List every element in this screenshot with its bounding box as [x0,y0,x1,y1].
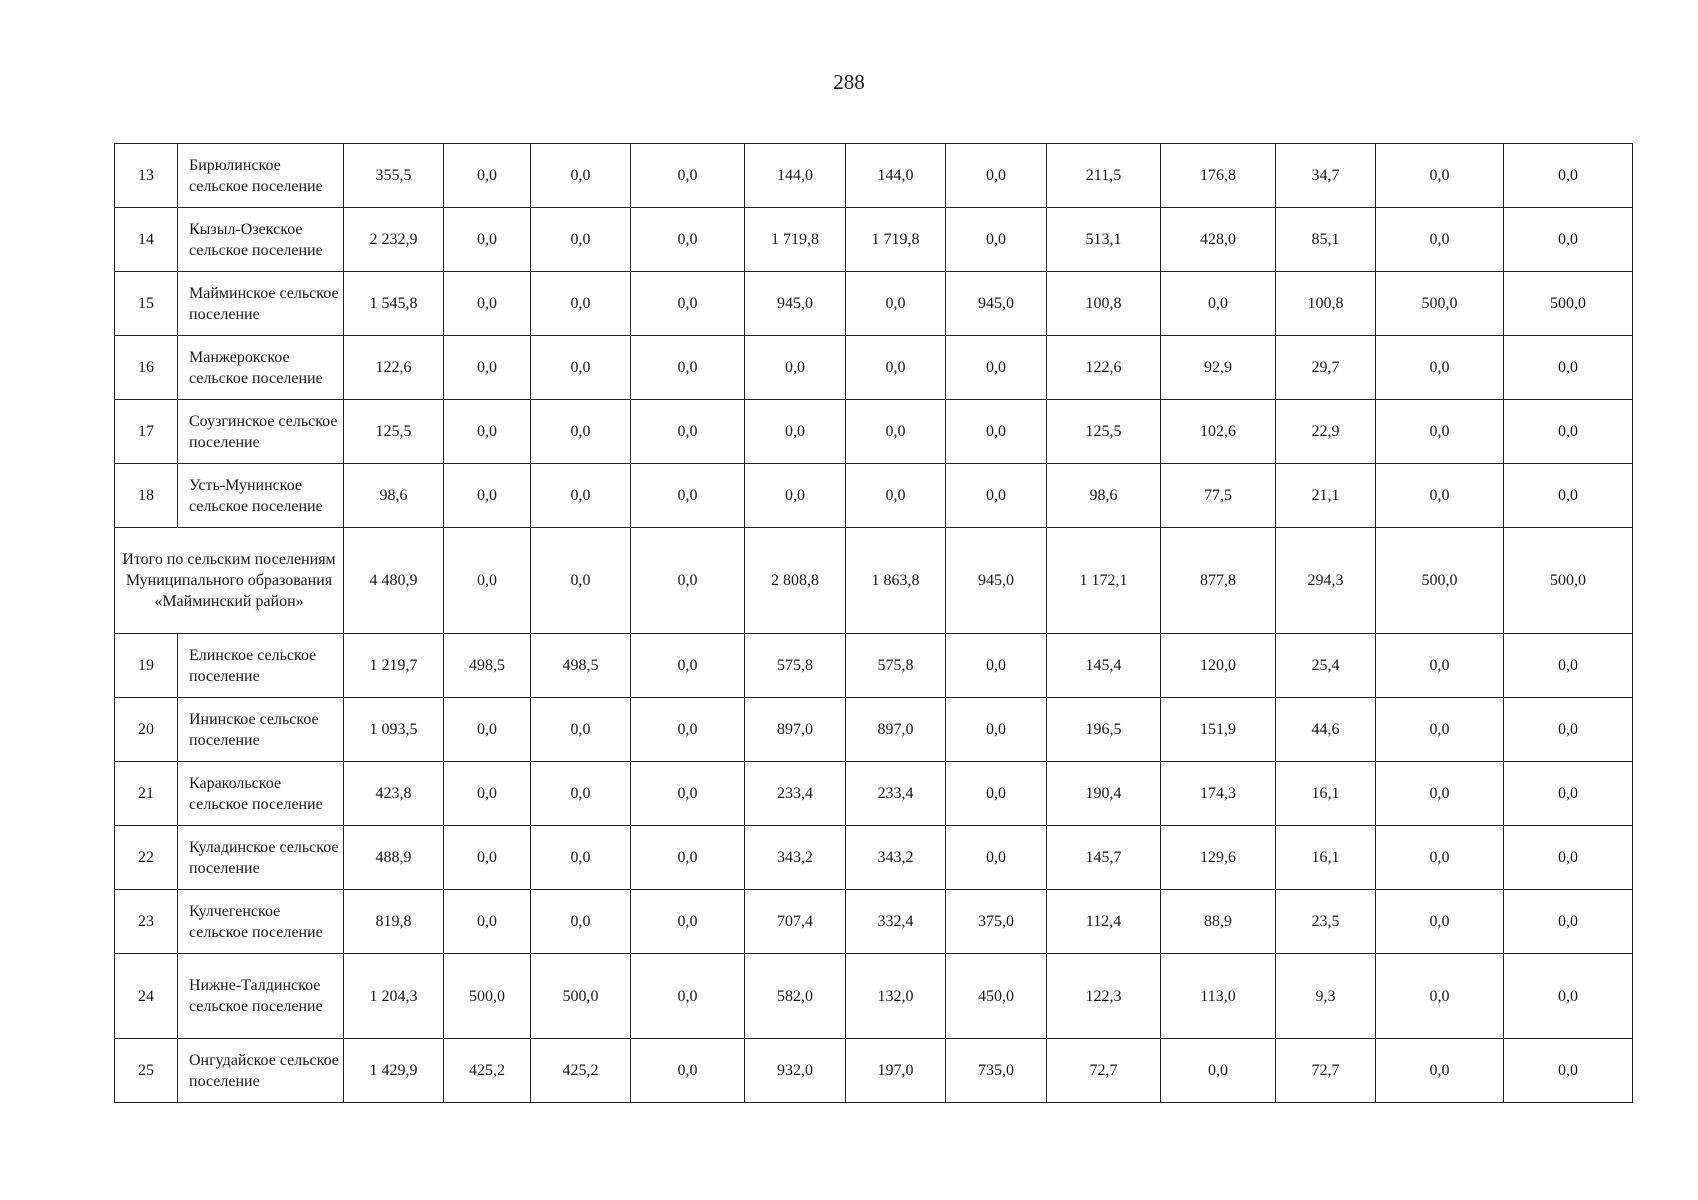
value-cell: 0,0 [745,464,846,528]
value-cell: 0,0 [444,464,531,528]
value-cell: 16,1 [1276,762,1376,826]
settlement-name-cell: Соузгинское сельское поселение [178,400,344,464]
value-cell: 375,0 [946,890,1047,954]
row-number-cell: 22 [115,826,178,890]
row-number-cell: 18 [115,464,178,528]
value-cell: 0,0 [531,272,631,336]
value-cell: 1 219,7 [344,634,444,698]
value-cell: 0,0 [444,208,531,272]
value-cell: 2 232,9 [344,208,444,272]
value-cell: 0,0 [631,1039,745,1103]
value-cell: 897,0 [745,698,846,762]
value-cell: 100,8 [1047,272,1161,336]
value-cell: 1 429,9 [344,1039,444,1103]
value-cell: 500,0 [1376,528,1504,634]
value-cell: 500,0 [1504,528,1633,634]
value-cell: 2 808,8 [745,528,846,634]
value-cell: 0,0 [631,954,745,1039]
value-cell: 88,9 [1161,890,1276,954]
value-cell: 1 863,8 [846,528,946,634]
table-row [115,272,1633,336]
value-cell: 72,7 [1276,1039,1376,1103]
table-row [115,826,1633,890]
value-cell: 77,5 [1161,464,1276,528]
value-cell: 0,0 [1504,634,1633,698]
value-cell: 0,0 [745,336,846,400]
value-cell: 877,8 [1161,528,1276,634]
settlement-name-cell: Елинское сельское поселение [178,634,344,698]
value-cell: 332,4 [846,890,946,954]
value-cell: 129,6 [1161,826,1276,890]
table-row [115,890,1633,954]
value-cell: 120,0 [1161,634,1276,698]
value-cell: 428,0 [1161,208,1276,272]
value-cell: 500,0 [1376,272,1504,336]
value-cell: 0,0 [946,336,1047,400]
row-number-cell: 15 [115,272,178,336]
settlement-name-cell: Кызыл-Озекское сельское поселение [178,208,344,272]
value-cell: 0,0 [1376,144,1504,208]
value-cell: 0,0 [444,272,531,336]
value-cell: 174,3 [1161,762,1276,826]
value-cell: 0,0 [631,890,745,954]
value-cell: 0,0 [444,144,531,208]
value-cell: 122,6 [344,336,444,400]
value-cell: 0,0 [631,400,745,464]
row-number-cell: 20 [115,698,178,762]
value-cell: 1 719,8 [745,208,846,272]
settlement-name-cell: Нижне-Талдинское сельское поселение [178,954,344,1039]
settlement-name-cell: Каракольское сельское поселение [178,762,344,826]
row-number-cell: 17 [115,400,178,464]
value-cell: 500,0 [531,954,631,1039]
budget-table [114,143,1633,1103]
row-number-cell: 23 [115,890,178,954]
settlement-name-cell: Усть-Мунинское сельское поселение [178,464,344,528]
value-cell: 0,0 [1376,208,1504,272]
value-cell: 0,0 [846,336,946,400]
value-cell: 0,0 [444,762,531,826]
value-cell: 0,0 [1376,400,1504,464]
value-cell: 196,5 [1047,698,1161,762]
value-cell: 945,0 [745,272,846,336]
total-label-cell: Итого по сельским поселениям Муниципального образования «Майминский район» [115,528,344,634]
value-cell: 190,4 [1047,762,1161,826]
value-cell: 575,8 [745,634,846,698]
value-cell: 22,9 [1276,400,1376,464]
value-cell: 176,8 [1161,144,1276,208]
value-cell: 0,0 [631,634,745,698]
value-cell: 145,4 [1047,634,1161,698]
table-row [115,762,1633,826]
value-cell: 1 172,1 [1047,528,1161,634]
value-cell: 0,0 [531,890,631,954]
table-row [115,464,1633,528]
value-cell: 151,9 [1161,698,1276,762]
value-cell: 0,0 [531,400,631,464]
value-cell: 4 480,9 [344,528,444,634]
value-cell: 0,0 [631,336,745,400]
value-cell: 0,0 [846,400,946,464]
value-cell: 0,0 [631,698,745,762]
value-cell: 0,0 [1376,954,1504,1039]
value-cell: 945,0 [946,272,1047,336]
value-cell: 0,0 [1504,208,1633,272]
value-cell: 0,0 [531,528,631,634]
value-cell: 122,3 [1047,954,1161,1039]
value-cell: 498,5 [531,634,631,698]
value-cell: 0,0 [631,528,745,634]
value-cell: 102,6 [1161,400,1276,464]
value-cell: 0,0 [531,762,631,826]
value-cell: 92,9 [1161,336,1276,400]
value-cell: 0,0 [946,826,1047,890]
value-cell: 0,0 [631,208,745,272]
value-cell: 0,0 [1376,634,1504,698]
value-cell: 72,7 [1047,1039,1161,1103]
value-cell: 211,5 [1047,144,1161,208]
value-cell: 0,0 [444,698,531,762]
row-number-cell: 16 [115,336,178,400]
settlement-name-cell: Куладинское сельское поселение [178,826,344,890]
value-cell: 425,2 [531,1039,631,1103]
value-cell: 500,0 [1504,272,1633,336]
value-cell: 0,0 [531,144,631,208]
value-cell: 1 719,8 [846,208,946,272]
value-cell: 0,0 [946,400,1047,464]
row-number-cell: 19 [115,634,178,698]
value-cell: 25,4 [1276,634,1376,698]
value-cell: 0,0 [1504,826,1633,890]
value-cell: 0,0 [1504,890,1633,954]
value-cell: 144,0 [846,144,946,208]
value-cell: 498,5 [444,634,531,698]
table-row [115,208,1633,272]
value-cell: 0,0 [444,528,531,634]
value-cell: 707,4 [745,890,846,954]
total-row [115,528,1633,634]
value-cell: 16,1 [1276,826,1376,890]
value-cell: 0,0 [531,208,631,272]
value-cell: 897,0 [846,698,946,762]
row-number-cell: 24 [115,954,178,1039]
value-cell: 21,1 [1276,464,1376,528]
table-row [115,144,1633,208]
value-cell: 0,0 [846,272,946,336]
settlement-name-cell: Онгудайское сельское поселение [178,1039,344,1103]
value-cell: 98,6 [1047,464,1161,528]
value-cell: 233,4 [846,762,946,826]
value-cell: 0,0 [444,336,531,400]
value-cell: 0,0 [1504,336,1633,400]
value-cell: 0,0 [1504,698,1633,762]
row-number-cell: 25 [115,1039,178,1103]
value-cell: 112,4 [1047,890,1161,954]
value-cell: 425,2 [444,1039,531,1103]
table-row [115,336,1633,400]
value-cell: 125,5 [344,400,444,464]
value-cell: 932,0 [745,1039,846,1103]
value-cell: 500,0 [444,954,531,1039]
value-cell: 0,0 [1376,698,1504,762]
value-cell: 423,8 [344,762,444,826]
value-cell: 0,0 [1376,1039,1504,1103]
value-cell: 0,0 [1161,1039,1276,1103]
value-cell: 0,0 [1504,762,1633,826]
value-cell: 0,0 [444,826,531,890]
settlement-name-cell: Ининское сельское поселение [178,698,344,762]
value-cell: 0,0 [631,762,745,826]
value-cell: 0,0 [846,464,946,528]
settlement-name-cell: Манжерокское сельское поселение [178,336,344,400]
table-row [115,1039,1633,1103]
value-cell: 0,0 [1376,762,1504,826]
value-cell: 0,0 [1504,144,1633,208]
value-cell: 44,6 [1276,698,1376,762]
value-cell: 100,8 [1276,272,1376,336]
value-cell: 1 545,8 [344,272,444,336]
value-cell: 0,0 [1376,464,1504,528]
value-cell: 450,0 [946,954,1047,1039]
value-cell: 0,0 [531,826,631,890]
value-cell: 0,0 [531,698,631,762]
value-cell: 144,0 [745,144,846,208]
value-cell: 9,3 [1276,954,1376,1039]
value-cell: 0,0 [631,826,745,890]
value-cell: 233,4 [745,762,846,826]
settlement-name-cell: Майминское сельское поселение [178,272,344,336]
value-cell: 98,6 [344,464,444,528]
table-body [115,144,1633,1103]
value-cell: 0,0 [1504,954,1633,1039]
value-cell: 0,0 [745,400,846,464]
settlement-name-cell: Бирюлинское сельское поселение [178,144,344,208]
value-cell: 0,0 [946,762,1047,826]
row-number-cell: 14 [115,208,178,272]
value-cell: 29,7 [1276,336,1376,400]
value-cell: 0,0 [946,208,1047,272]
value-cell: 0,0 [946,144,1047,208]
value-cell: 0,0 [531,464,631,528]
value-cell: 735,0 [946,1039,1047,1103]
value-cell: 488,9 [344,826,444,890]
value-cell: 343,2 [846,826,946,890]
value-cell: 0,0 [946,634,1047,698]
value-cell: 0,0 [631,464,745,528]
value-cell: 0,0 [946,464,1047,528]
value-cell: 0,0 [631,144,745,208]
value-cell: 0,0 [1376,890,1504,954]
row-number-cell: 21 [115,762,178,826]
table-row [115,400,1633,464]
table-row [115,634,1633,698]
value-cell: 0,0 [1376,826,1504,890]
value-cell: 125,5 [1047,400,1161,464]
table-row [115,954,1633,1039]
value-cell: 513,1 [1047,208,1161,272]
value-cell: 0,0 [1504,400,1633,464]
value-cell: 0,0 [531,336,631,400]
value-cell: 85,1 [1276,208,1376,272]
value-cell: 582,0 [745,954,846,1039]
table-row [115,698,1633,762]
value-cell: 945,0 [946,528,1047,634]
row-number-cell: 13 [115,144,178,208]
value-cell: 0,0 [444,400,531,464]
value-cell: 113,0 [1161,954,1276,1039]
value-cell: 0,0 [631,272,745,336]
value-cell: 132,0 [846,954,946,1039]
value-cell: 0,0 [444,890,531,954]
settlement-name-cell: Кулчегенское сельское поселение [178,890,344,954]
value-cell: 0,0 [1376,336,1504,400]
value-cell: 0,0 [1161,272,1276,336]
value-cell: 819,8 [344,890,444,954]
value-cell: 355,5 [344,144,444,208]
value-cell: 34,7 [1276,144,1376,208]
page-number: 288 [833,70,865,94]
value-cell: 197,0 [846,1039,946,1103]
value-cell: 0,0 [1504,1039,1633,1103]
value-cell: 0,0 [946,698,1047,762]
value-cell: 122,6 [1047,336,1161,400]
value-cell: 343,2 [745,826,846,890]
value-cell: 1 093,5 [344,698,444,762]
value-cell: 575,8 [846,634,946,698]
value-cell: 0,0 [1504,464,1633,528]
value-cell: 1 204,3 [344,954,444,1039]
value-cell: 145,7 [1047,826,1161,890]
value-cell: 23,5 [1276,890,1376,954]
value-cell: 294,3 [1276,528,1376,634]
